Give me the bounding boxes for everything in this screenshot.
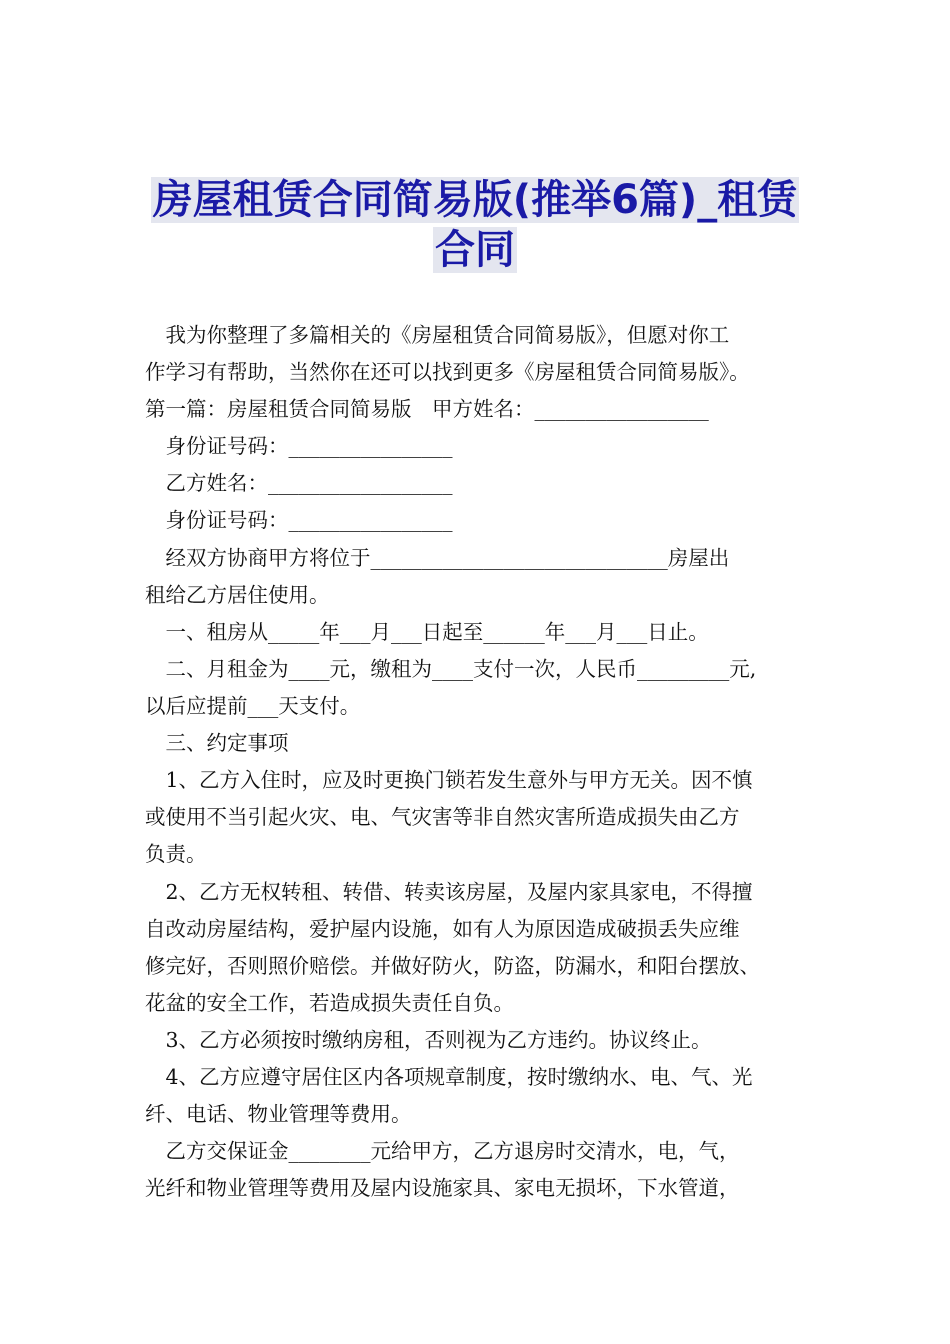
body-line: 3、乙方必须按时缴纳房租，否则视为乙方违约。协议终止。 [145,1028,712,1052]
body-line: 一、租房从_____年___月___日起至______年___月___日止。 [145,620,709,644]
body-line: 4、乙方应遵守居住区内各项规章制度，按时缴纳水、电、气、光 [145,1065,753,1089]
body-line: 作学习有帮助，当然你在还可以找到更多《房屋租赁合同简易版》。 [145,360,750,384]
body-line: 纤、电话、物业管理等费用。 [145,1102,412,1126]
body-line: 身份证号码：________________ [145,508,453,532]
document-title-line-1: 房屋租赁合同简易版(推举6篇)_租赁 [152,177,798,223]
body-line: 三、约定事项 [145,731,289,755]
body-line: 花盆的安全工作，若造成损失责任自负。 [145,991,514,1015]
body-line: 我为你整理了多篇相关的《房屋租赁合同简易版》，但愿对你工 [145,323,730,347]
body-line: 以后应提前___天支付。 [145,694,361,718]
body-line: 二、月租金为____元，缴租为____支付一次，人民币_________元, [145,657,757,681]
body-line: 1、乙方入住时，应及时更换门锁若发生意外与甲方无关。因不慎 [145,768,753,792]
body-line: 光纤和物业管理等费用及屋内设施家具、家电无损坏，下水管道， [145,1176,740,1200]
body-line: 租给乙方居住使用。 [145,583,330,607]
body-line: 负责。 [145,842,207,866]
body-line: 自改动房屋结构，爱护屋内设施，如有人为原因造成破损丢失应维 [145,917,740,941]
body-line: 或使用不当引起火灾、电、气灾害等非自然灾害所造成损失由乙方 [145,805,740,829]
body-line: 经双方协商甲方将位于_____________________________房屋出 [145,546,730,570]
body-line: 乙方交保证金________元给甲方，乙方退房时交清水，电，气， [145,1139,740,1163]
body-line: 2、乙方无权转租、转借、转卖该房屋，及屋内家具家电，不得擅 [145,880,753,904]
body-line: 乙方姓名：__________________ [145,471,453,495]
body-line: 第一篇：房屋租赁合同简易版 甲方姓名：_________________ [145,397,709,421]
body-line: 修完好，否则照价赔偿。并做好防火，防盗，防漏水，和阳台摆放、 [145,954,760,978]
document-title-line-2: 合同 [435,227,515,273]
body-line: 身份证号码：________________ [145,434,453,458]
